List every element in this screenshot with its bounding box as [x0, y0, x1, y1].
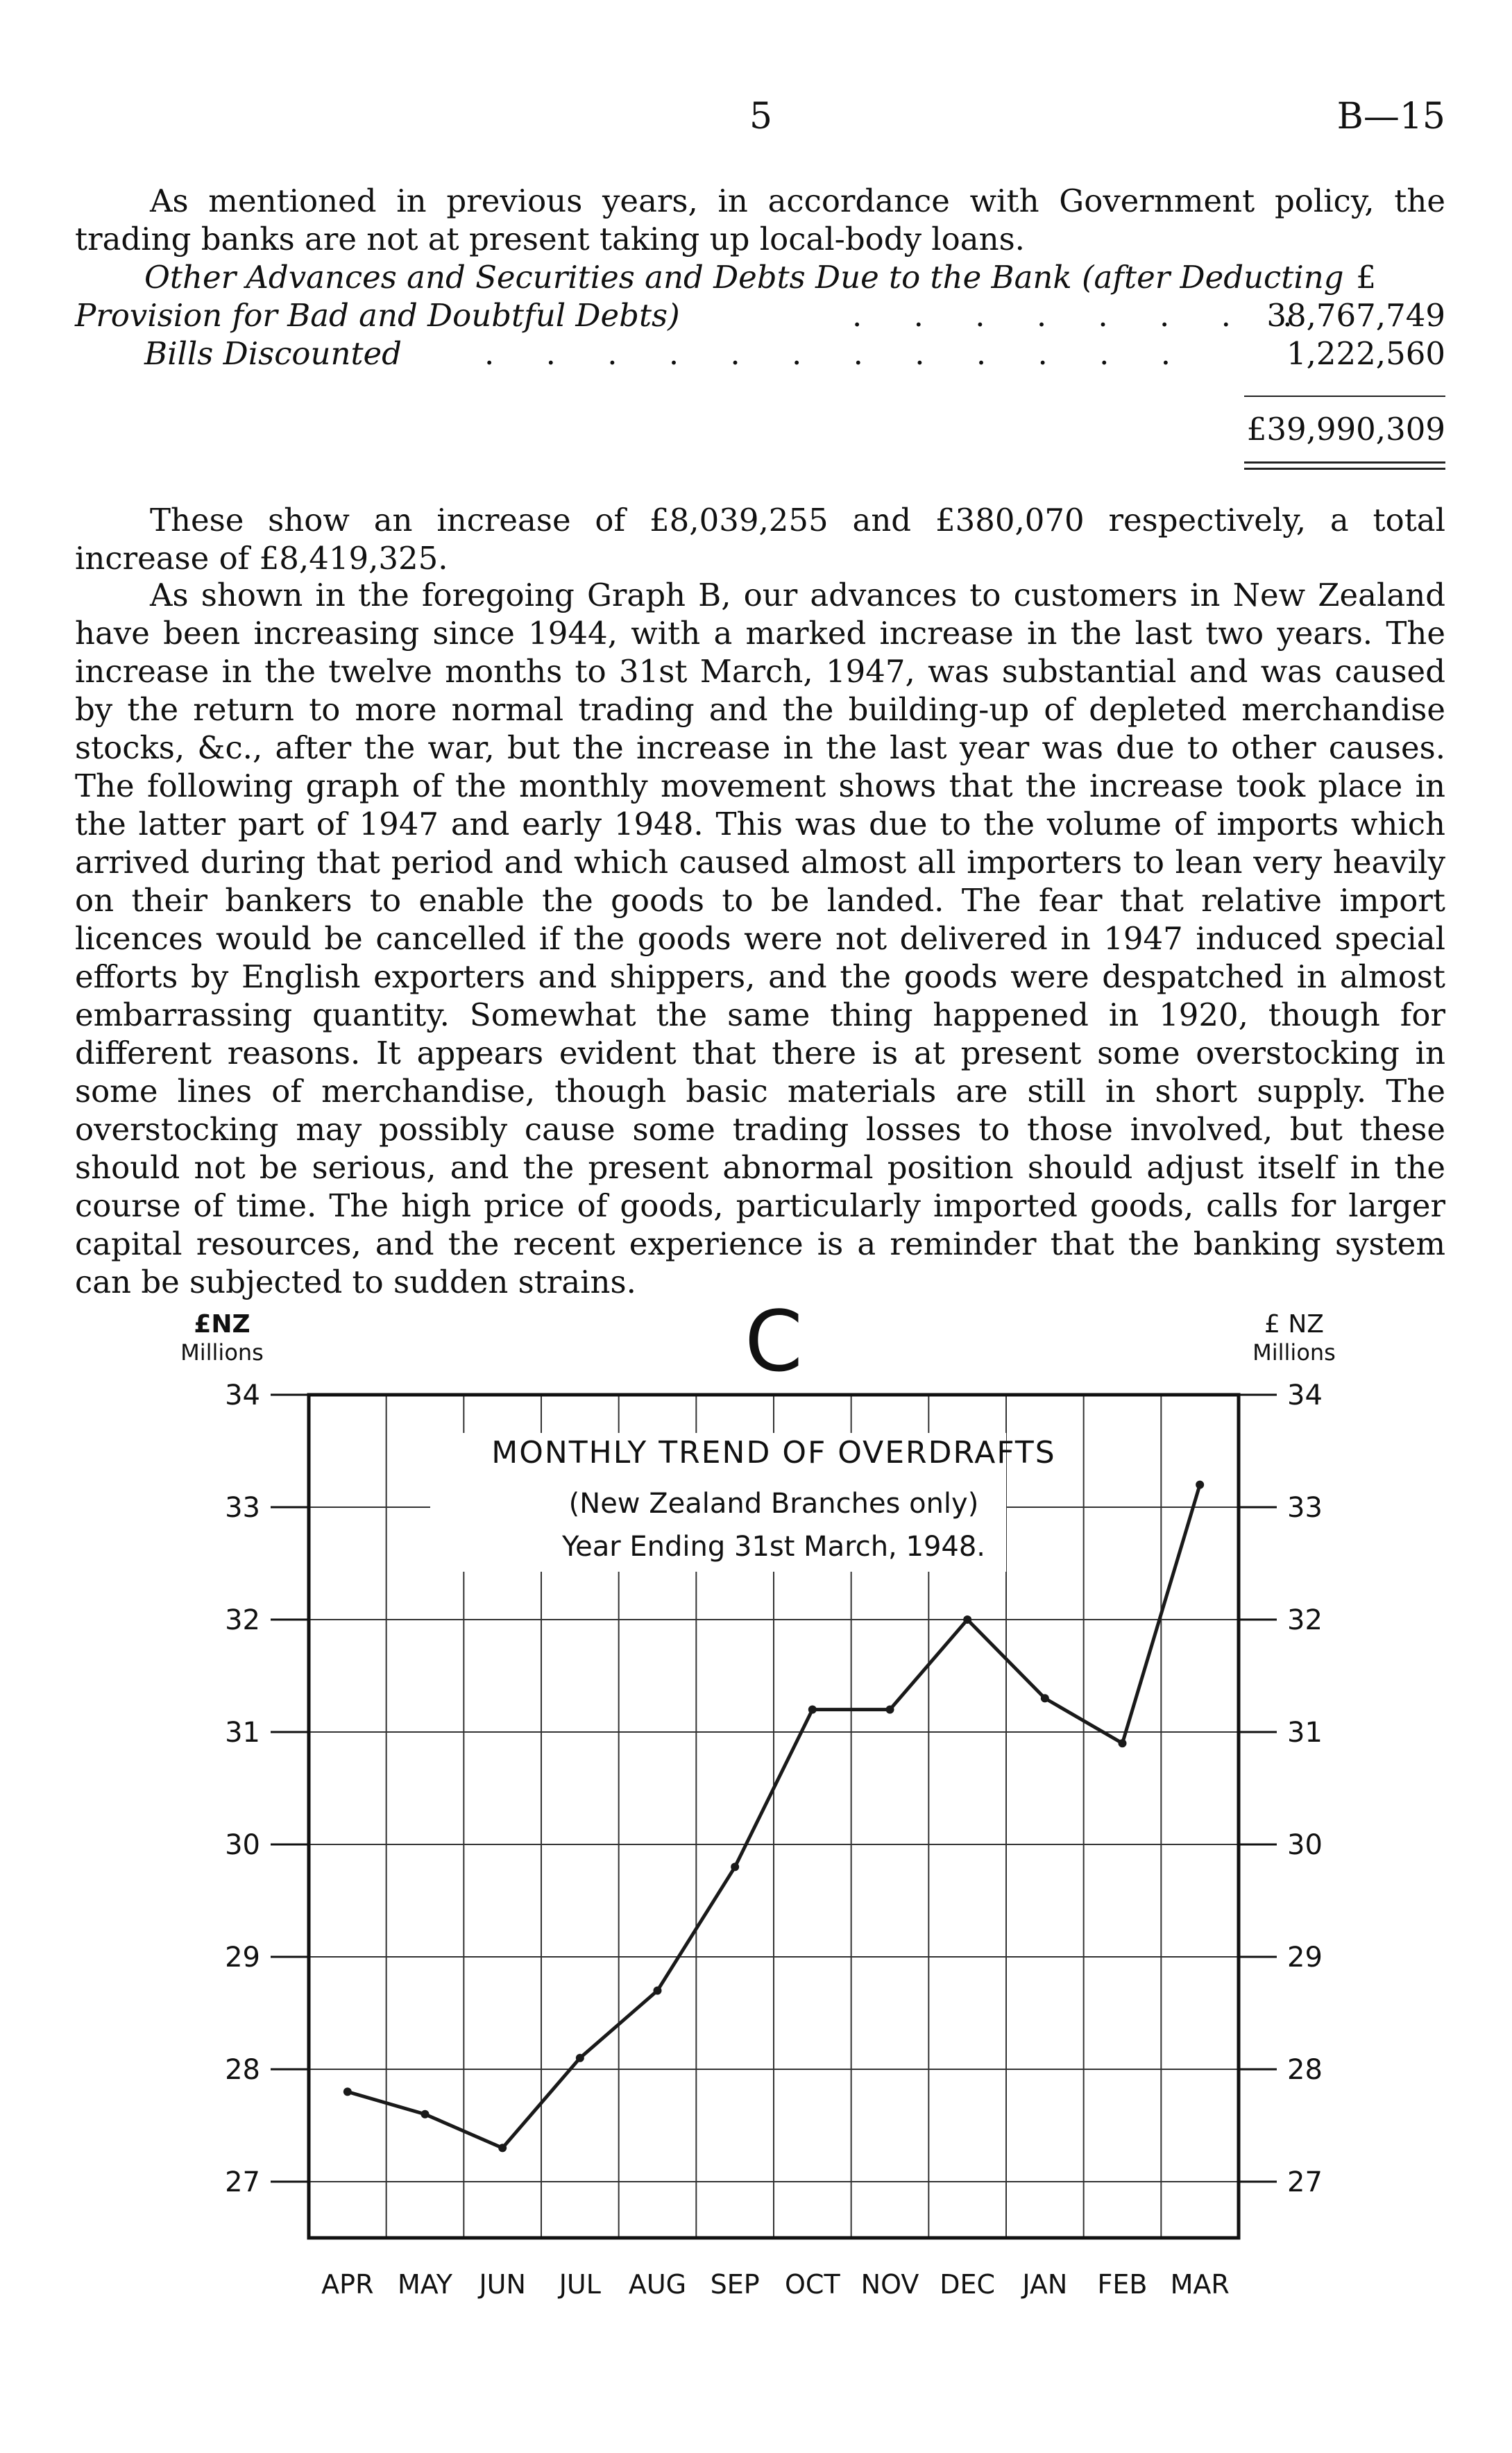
x-tick-label-jul: JUL [559, 2269, 601, 2300]
ledger-row2-amount: 1,222,560 [1286, 335, 1445, 372]
y-tick-label-left-30: 30 [225, 1829, 260, 1861]
chart-subtitle-1: (New Zealand Branches only) [568, 1488, 979, 1520]
ledger-row1-label-b: Provision for Bad and Doubtful Debts) [75, 297, 680, 334]
ledger-currency-head: £ [1356, 259, 1376, 296]
ledger-total-rule [1244, 396, 1445, 397]
y-axis-label-right-2: Millions [1252, 1339, 1336, 1366]
x-tick-label-sep: SEP [710, 2269, 760, 2300]
page-number: 5 [749, 96, 773, 137]
y-axis-label-right-1: £ NZ [1264, 1310, 1324, 1339]
data-point-aug [654, 1987, 662, 1995]
x-tick-label-may: MAY [397, 2269, 453, 2300]
y-tick-label-left-27: 27 [225, 2166, 260, 2198]
x-tick-label-nov: NOV [860, 2269, 919, 2300]
overdraft-chart-svg [139, 1277, 1388, 2359]
data-point-apr [343, 2087, 352, 2096]
y-tick-label-right-33: 33 [1287, 1492, 1323, 1524]
y-tick-label-right-34: 34 [1287, 1380, 1323, 1411]
paragraph-increase: These show an increase of £8,039,255 and £380,070 respectively, a total increase of £8,419,325. [75, 502, 1445, 577]
ledger-row1-amount: 38,767,749 [1266, 297, 1445, 334]
y-tick-label-right-28: 28 [1287, 2054, 1323, 2086]
overdraft-chart [139, 1277, 1388, 2359]
x-tick-label-jun: JUN [479, 2269, 526, 2300]
data-point-jun [498, 2144, 507, 2152]
ledger-double-rule [1244, 461, 1445, 470]
y-tick-label-left-33: 33 [225, 1492, 260, 1524]
data-point-may [421, 2110, 430, 2119]
paragraph-advances-discussion: As shown in the foregoing Graph B, our advances to customers in New Zealand have been increasing since 1944, with a marked increase in the last two years. The increase in the twelve months to 31st March, 1947, was substantial and was caused by the return to more normal trading and the building-up of depleted merchandise stocks, &c., after the war, but the increase in the last year was due to other causes. The following graph of the monthly movement shows that the increase took place in the latter part of 1947 and early 1948. This was due to the volume of imports which arrived during that period and which caused almost all importers to lean very heavily on their bankers to enable the goods to be landed. The fear that relative import licences would be cancelled if the goods were not delivered in 1947 induced special efforts by English exporters and shippers, and the goods were despatched in almost embarrassing quantity. Somewhat the same thing happened in 1920, though for different reasons. It appears evident that there is at present some overstocking in some lines of merchandise, though basic materials are still in short supply. The overstocking may possibly cause some trading losses to those involved, but these should not be serious, and the present abnormal position should adjust itself in the course of time. The high price of goods, particularly imported goods, calls for larger capital resources, and the recent experience is a reminder that the banking system can be subjected to sudden strains. [75, 577, 1445, 1300]
y-tick-label-left-31: 31 [225, 1717, 260, 1749]
y-tick-label-right-29: 29 [1287, 1942, 1323, 1974]
graph-letter: C [745, 1294, 803, 1391]
y-tick-label-right-30: 30 [1287, 1829, 1323, 1861]
y-tick-label-left-32: 32 [225, 1604, 260, 1636]
x-tick-label-mar: MAR [1170, 2269, 1230, 2300]
chart-title: MONTHLY TREND OF OVERDRAFTS [491, 1435, 1056, 1470]
document-reference: B—15 [1336, 96, 1445, 137]
ledger-row2-label: Bills Discounted [144, 335, 402, 372]
y-axis-label-left-2: Millions [180, 1339, 264, 1366]
data-point-feb [1119, 1739, 1127, 1747]
data-point-jul [576, 2054, 584, 2062]
ledger-row1-dots: . . . . . . . . [852, 297, 1314, 334]
y-tick-label-left-29: 29 [225, 1942, 260, 1974]
ledger-row2-dots: . . . . . . . . . . . . [484, 335, 1191, 372]
x-tick-label-dec: DEC [940, 2269, 996, 2300]
data-point-mar [1196, 1481, 1204, 1489]
data-point-jan [1041, 1694, 1049, 1702]
y-tick-label-right-32: 32 [1287, 1604, 1323, 1636]
data-point-sep [731, 1862, 739, 1871]
x-tick-label-aug: AUG [628, 2269, 687, 2300]
y-tick-label-left-28: 28 [225, 2054, 260, 2086]
ledger-total: £39,990,309 [1246, 411, 1445, 448]
ledger-row1-label-a: Other Advances and Securities and Debts Due to the Bank (after Deducting [144, 259, 1344, 296]
data-point-dec [963, 1615, 971, 1624]
x-tick-label-feb: FEB [1097, 2269, 1148, 2300]
y-tick-label-right-31: 31 [1287, 1717, 1323, 1749]
x-tick-label-oct: OCT [785, 2269, 840, 2300]
chart-subtitle-2: Year Ending 31st March, 1948. [562, 1531, 985, 1563]
y-tick-label-right-27: 27 [1287, 2166, 1323, 2198]
y-axis-label-left-1: £NZ [194, 1310, 250, 1339]
data-point-nov [886, 1706, 894, 1714]
y-tick-label-left-34: 34 [225, 1380, 260, 1411]
paragraph-local-body-loans: As mentioned in previous years, in accordance with Government policy, the trading banks are not at present taking up local-body loans. [75, 183, 1445, 257]
x-tick-label-apr: APR [321, 2269, 374, 2300]
data-point-oct [808, 1706, 817, 1714]
x-tick-label-jan: JAN [1022, 2269, 1068, 2300]
